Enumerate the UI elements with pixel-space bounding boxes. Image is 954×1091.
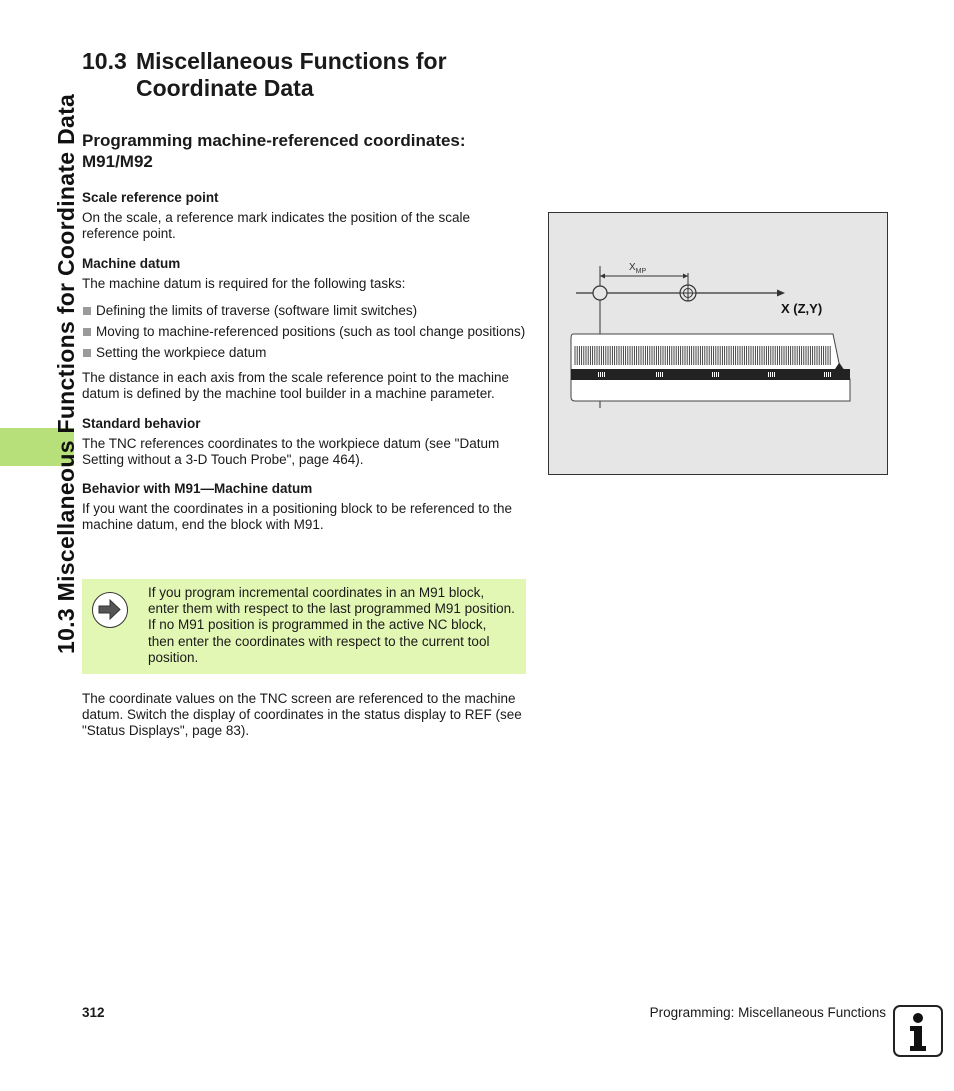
axis-label: X (Z,Y) [781, 301, 823, 316]
axis-arrow-icon [777, 290, 785, 297]
list-item: Setting the workpiece datum [82, 345, 526, 361]
note-text: If you program incremental coordinates in an M91 block, enter them with respect to the last programmed M91 position. If no M91 position is programmed in the active NC block, then enter the coordinates with respect to the current tool position. [148, 585, 515, 665]
footer-chapter: Programming: Miscellaneous Functions [649, 1005, 886, 1020]
closing-text: The coordinate values on the TNC screen are referenced to the machine datum. Switch the display of coordinates in the status display to REF (see "Status Displays", page 83). [82, 691, 522, 739]
m91-text: If you want the coordinates in a positioning block to be referenced to the machine datum, end the block with M91. [82, 501, 513, 533]
reference-point-icon [593, 286, 607, 300]
scale-diagram-drawing [549, 213, 887, 474]
page-number: 312 [82, 1005, 105, 1020]
section-scale-reference [82, 189, 526, 242]
standard-behavior-heading: Standard behavior [82, 415, 201, 431]
scale-body [571, 334, 850, 401]
standard-behavior-text: The TNC references coordinates to the workpiece datum (see "Datum Setting without a 3-D Touch Probe", page 464). [82, 435, 500, 467]
section-machine-datum [82, 255, 526, 402]
bullet-square-icon [83, 328, 91, 336]
section-number: 10.3 [82, 48, 127, 74]
info-icon [893, 1005, 943, 1057]
scale-reference-track [571, 369, 850, 380]
section-standard-behavior [82, 415, 526, 468]
side-chapter-title: 10.3 Miscellaneous Functions for Coordinate Data [53, 93, 79, 654]
m91-heading: Behavior with M91—Machine datum [82, 481, 313, 497]
section-m91 [82, 480, 526, 533]
scale-diagram [548, 212, 888, 475]
arrow-head-icon [600, 274, 605, 279]
list-item: Moving to machine-referenced positions (such as tool change positions) [82, 324, 526, 340]
machine-datum-intro: The machine datum is required for the following tasks: [82, 276, 406, 292]
arrow-head-icon [683, 274, 688, 279]
scale-reference-text: On the scale, a reference mark indicates the position of the scale reference point. [82, 210, 470, 242]
bullet-square-icon [83, 349, 91, 357]
machine-datum-heading: Machine datum [82, 256, 181, 272]
page-title [82, 48, 526, 102]
subheading: Programming machine-referenced coordinates: M91/M92 [82, 131, 466, 171]
bullet-square-icon [83, 307, 91, 315]
task-list [82, 303, 526, 362]
note-box [82, 579, 526, 674]
xmp-label: $X_{MP}$ [629, 262, 647, 275]
main-content [82, 48, 526, 533]
arrow-right-icon [92, 592, 128, 628]
scale-reference-heading: Scale reference point [82, 190, 219, 205]
section-title: Miscellaneous Functions for Coordinate Data [136, 48, 447, 101]
list-item: Defining the limits of traverse (software limit switches) [82, 303, 526, 319]
machine-datum-text: The distance in each axis from the scale reference point to the machine datum is defined by the machine tool builder in a machine parameter. [82, 370, 509, 402]
